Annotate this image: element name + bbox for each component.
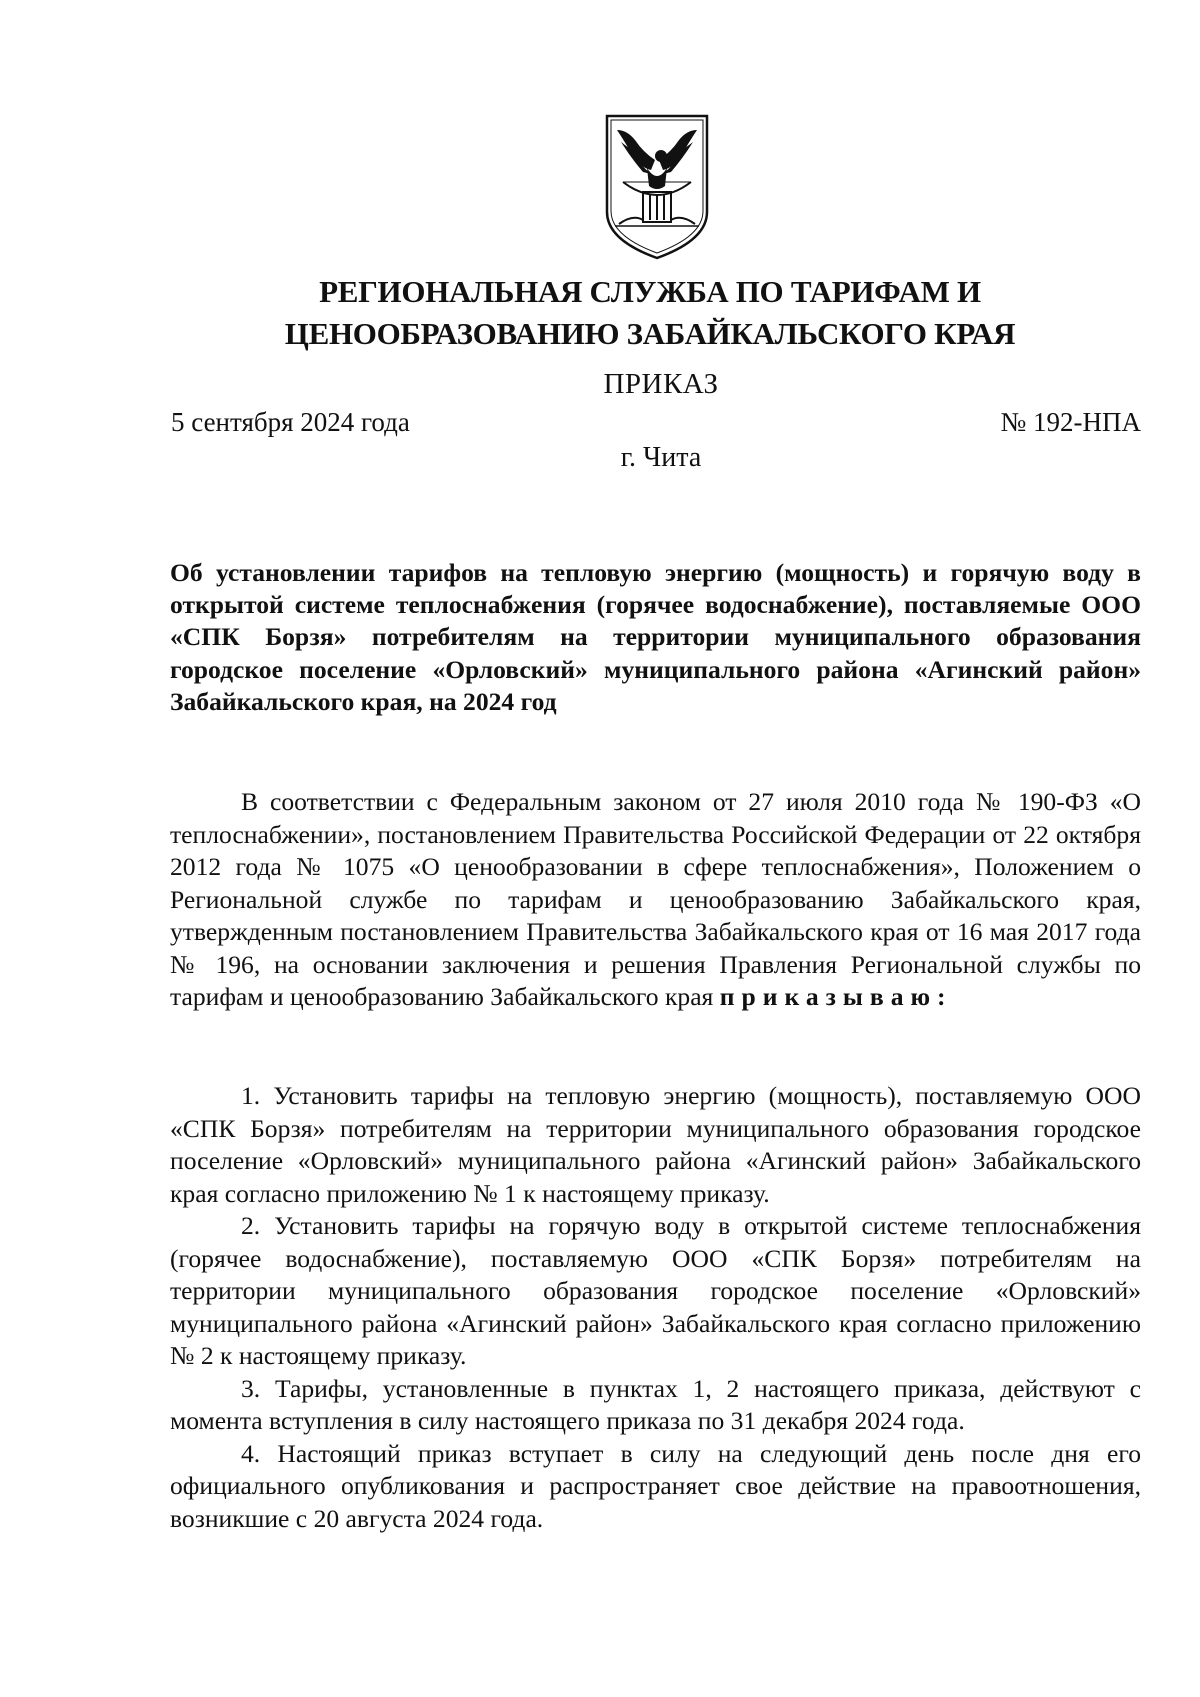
preamble-paragraph [170,786,1141,1014]
order-title: ПРИКАЗ [603,368,719,400]
order-point-4: 4. Настоящий приказ вступает в силу на следующий день после дня его официального опубликования и распространяет свое действие на правоотношения, возникшие с 20 августа 2024 года. [170,1438,1141,1533]
order-date: 5 сентября 2024 года [171,407,410,437]
order-point-3: 3. Тарифы, установленные в пунктах 1, 2 настоящего приказа, действуют с момента вступления в силу настоящего приказа по 31 декабря 2024 года. [170,1373,1141,1435]
order-number: № 192-НПА [1000,407,1141,437]
order-points [170,1080,1141,1535]
command-word: приказываю: [719,982,953,1011]
organization-name-line2: ЦЕНООБРАЗОВАНИЮ ЗАБАЙКАЛЬСКОГО КРАЯ [284,316,1016,351]
coat-of-arms-icon [603,112,711,262]
order-point-1: 1. Установить тарифы на тепловую энергию (мощность), поставляемую ООО «СПК Борзя» потребителям на территории муниципального образования городское поселение «Орловский» муниципального района «Агинский район» Забайкальского края согласно приложению № 1 к настоящему приказу. [170,1081,1141,1208]
order-subject: Об установлении тарифов на тепловую энергию (мощность) и горячую воду в открытой системе теплоснабжения (горячее водоснабжение), поставляемые ООО «СПК Борзя» потребителям на территории муниципального образования городское поселение «Орловский» муниципального района «Агинский район» Забайкальского края, на 2024 год [170,558,1141,716]
organization-name-line1: РЕГИОНАЛЬНАЯ СЛУЖБА ПО ТАРИФАМ И [319,274,981,309]
preamble-text: В соответствии с Федеральным законом от 27 июля 2010 года № 190-ФЗ «О теплоснабжении», постановлением Правительства Российской Федерации от 22 октября 2012 года № 1075 «О ценообразовании в сфере теплоснабжения», Положением о Региональной службе по тарифам и ценообразованию Забайкальского края, утвержденным постановлением Правительства Забайкальского края от 16 мая 2017 года № 196, на основании заключения и решения Правления Региональной службы по тарифам и ценообразованию Забайкальского края [170,787,1141,1011]
order-city: г. Чита [620,442,702,473]
preamble [170,786,1141,1014]
order-point-2: 2. Установить тарифы на горячую воду в открытой системе теплоснабжения (горячее водоснабжение), поставляемую ООО «СПК Борзя» потребителям на территории муниципального образования городское поселение «Орловский» муниципального района «Агинский район» Забайкальского края согласно приложению № 2 к настоящему приказу. [170,1211,1141,1370]
